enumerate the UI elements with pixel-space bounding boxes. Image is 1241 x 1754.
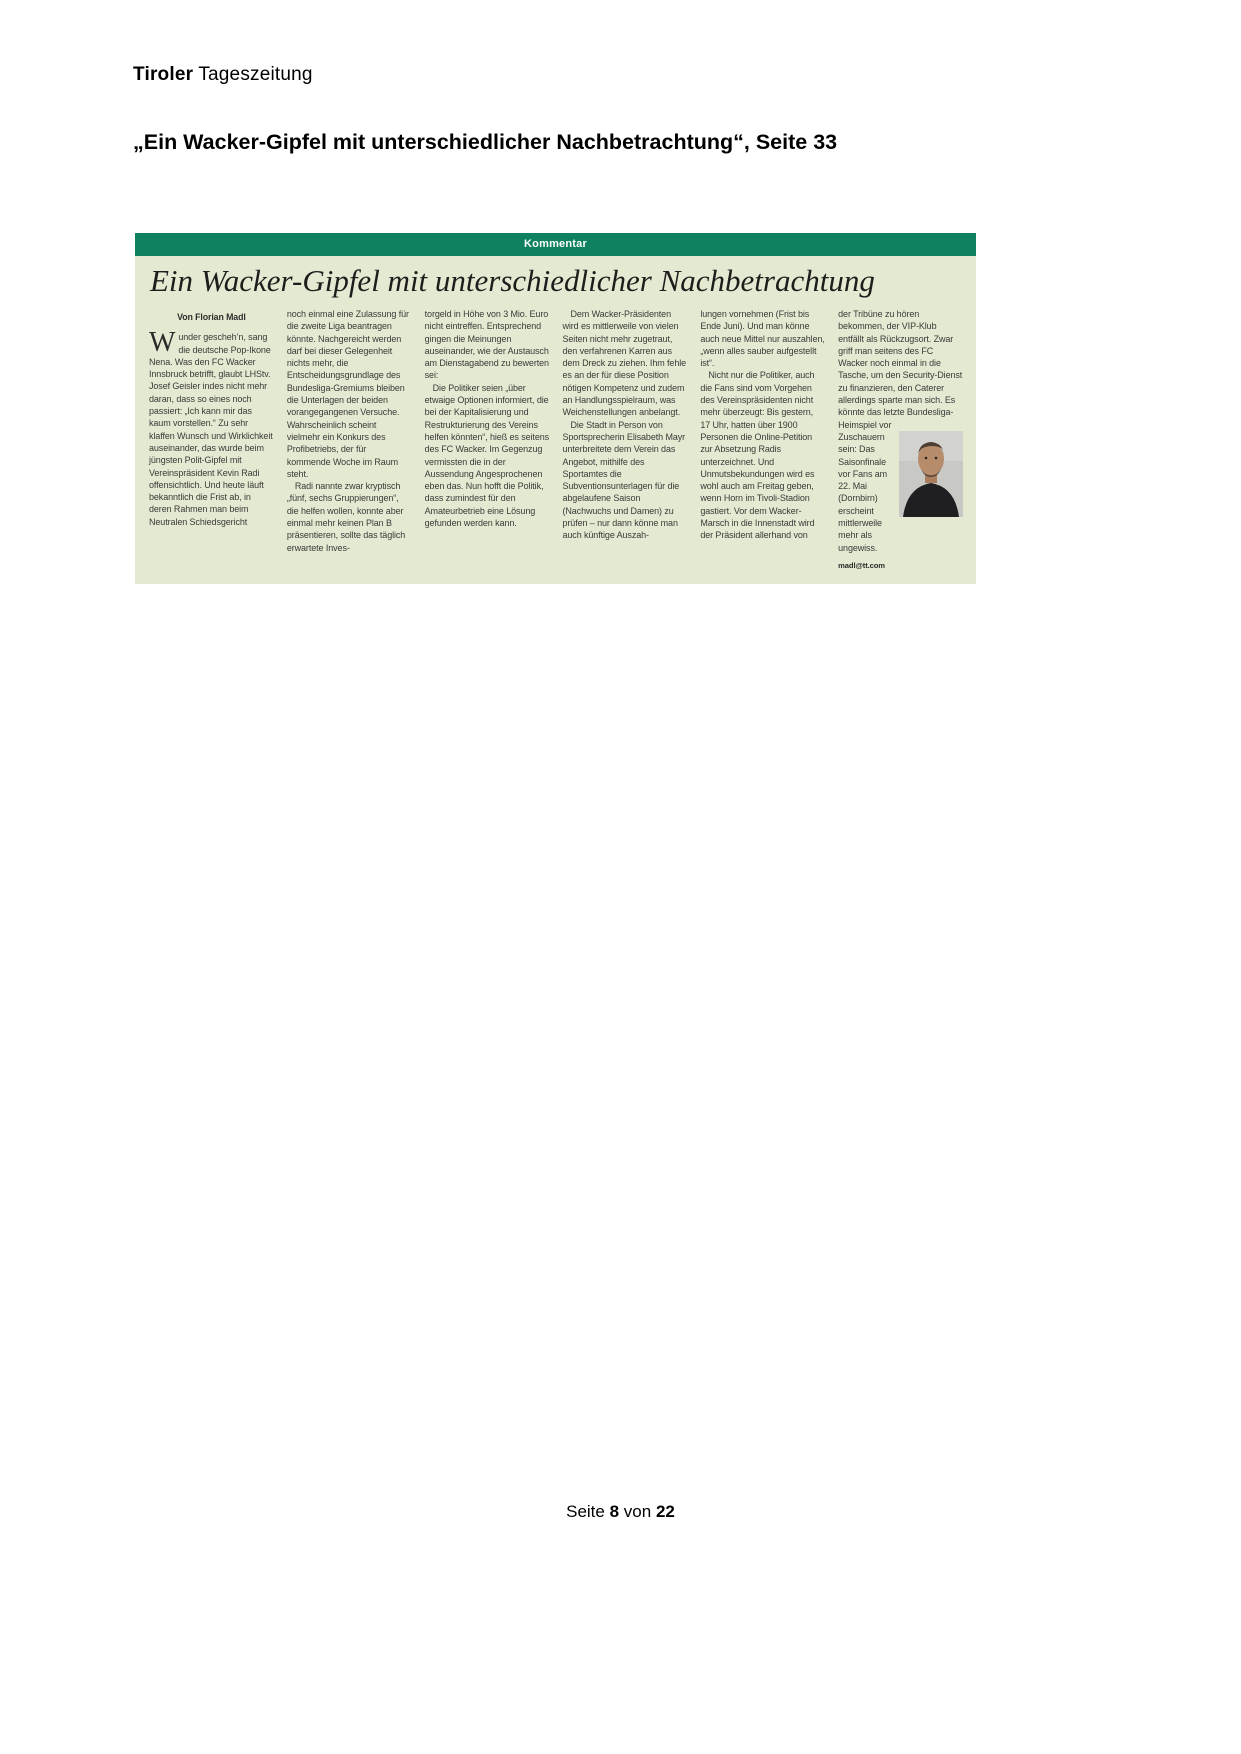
footer-von-label: von [623, 1502, 652, 1521]
paragraph-text: under gescheh’n, sang die deutsche Pop-Ikone Nena. Was den FC Wacker Innsbruck betrifft, glaubt LHStv. Josef Geisler indes nicht mehr daran, dass so eines noch passiert: „Ich kann mir das kaum vorstellen.“ Zu sehr klaffen Wunsch und Wirklichkeit auseinander, das wurde beim jüngsten Polit-Gipfel mit Vereinspräsident Kevin Radi offensichtlich. Und heute läuft bekanntlich die Frist ab, in deren Rahmen man beim Neutralen Schiedsgericht [149, 332, 273, 527]
paragraph: der Tribüne zu hören bekommen, der VIP-Klub entfällt als Rückzugsort. Zwar griff man seitens des FC Wacker noch einmal in die Tasche, um den Security-Dienst zu finanzieren, den Caterer allerdings sparte man sich. Es könnte das letzte Bundesliga-Heimspiel vor [838, 309, 963, 430]
paragraph: noch einmal eine Zulassung für die zweite Liga beantragen könnte. Nachgereicht werden darf bei dieser Gelegenheit nichts mehr, die Entscheidungsgrundlage des Bundesliga-Gremiums bleiben die Unterlagen der beiden vorangegangenen Versuche. Wahrscheinlich scheint vielmehr ein Konkurs des Profibetriebs, der für kommende Woche im Raum steht. [286, 309, 409, 479]
brand-regular-part: Tageszeitung [193, 64, 313, 85]
article-columns [149, 308, 963, 572]
paragraph: lungen vornehmen (Frist bis Ende Juni). Und man könne auch neue Mittel nur auszahlen, „wenn alles sauber aufgestellt ist“. [700, 309, 825, 369]
page-footer [0, 1502, 1241, 1522]
paragraph [149, 327, 274, 528]
column-6-bottom-text [838, 431, 895, 572]
brand-bold-part: Tiroler [133, 64, 194, 85]
newspaper-brand [133, 64, 313, 86]
paragraph: Zuschauern sein: Das Saisonfinale vor Fans am 22. Mai (Dornbirn) erscheint mittlerweile mehr als ungewiss. [838, 431, 888, 553]
byline: Von Florian Madl [177, 312, 246, 322]
article-column-1 [149, 308, 274, 572]
article-column-5 [700, 308, 825, 572]
footer-total-pages: 22 [655, 1502, 675, 1521]
article-column-6 [838, 308, 963, 572]
article-body [135, 256, 976, 584]
column-6-bottom [838, 431, 963, 572]
article-column-4 [562, 308, 687, 572]
paragraph: Die Stadt in Person von Sportsprecherin Elisabeth Mayr unterbreitete dem Verein das Angebot, mithilfe des Sportamtes die Subventionsunterlagen für die abgelaufene Saison (Nachwuchs und Damen) zu prüfen – nur dann könne man auch künftige Auszah- [562, 419, 686, 541]
footer-page-number: 8 [609, 1502, 620, 1521]
paragraph: Dem Wacker-Präsidenten wird es mittlerweile von vielen Seiten nicht mehr zugetraut, den verfahrenen Karren aus dem Dreck zu ziehen. Ihm fehle es an der für diese Position nötigen Kompetenz und zudem an Handlungsspielraum, was Weichenstellungen anbelangt. [562, 309, 687, 418]
paragraph: torgeld in Höhe von 3 Mio. Euro nicht eintreffen. Entsprechend gingen die Meinungen auseinander, wie der Austausch am Dienstagabend zu bewerten sei: [424, 309, 549, 381]
footer-seite-label: Seite [566, 1502, 605, 1521]
page-title: „Ein Wacker-Gipfel mit unterschiedlicher Nachbetrachtung“, Seite 33 [133, 130, 838, 154]
newspaper-clipping [135, 233, 976, 584]
paragraph: Radi nannte zwar kryptisch „fünf, sechs Gruppierungen“, die helfen wollen, konnte aber einmal mehr keinen Plan B präsentieren, sollte das täglich erwartete Inves- [286, 481, 406, 553]
kicker-bar: Kommentar [135, 233, 976, 256]
author-portrait-photo [899, 431, 963, 517]
portrait-image [899, 431, 963, 517]
author-email: madl@tt.com [838, 560, 885, 570]
article-column-3 [425, 308, 550, 572]
article-title: Ein Wacker-Gipfel mit unterschiedlicher Nachbetrachtung [150, 263, 875, 298]
paragraph: Nicht nur die Politiker, auch die Fans sind vom Vorgehen des Vereinspräsidenten nicht mehr überzeugt: Bis gestern, 17 Uhr, hatten über 1900 Personen die Online-Petition zur Absetzung Radis unterzeichnet. Und Unmutsbekundungen wird es wohl auch am Freitag geben, wenn Horn im Tivoli-Stadion gastiert. Vor dem Wacker-Marsch in die Innenstadt wird der Präsident allerhand von [700, 370, 815, 541]
dropcap: W [149, 327, 176, 359]
paragraph: Die Politiker seien „über etwaige Optionen informiert, die bei der Kapitalisierung und Restrukturierung des Vereins helfen könnten“, hieß es seitens des FC Wacker. Im Gegenzug vermissten die in der Aussendung Angesprochenen eben das. Nun hofft die Politik, dass zumindest für den Amateurbetrieb eine Lösung gefunden werden kann. [424, 382, 550, 529]
article-column-2 [287, 308, 412, 572]
